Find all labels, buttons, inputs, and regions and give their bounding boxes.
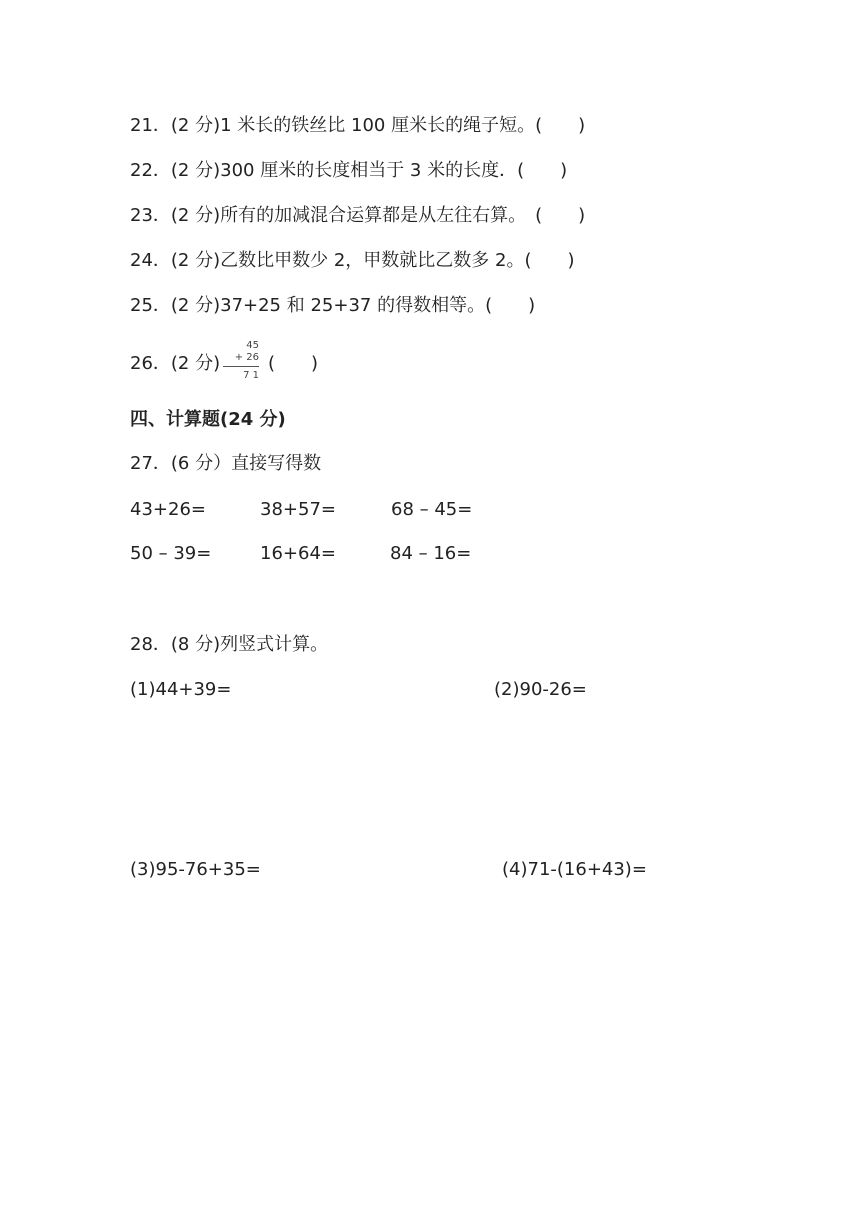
question-26-bracket: ( )	[268, 353, 319, 374]
calc-2-3: 84 – 16=	[390, 543, 472, 564]
question-22: 22．(2 分)300 厘米的长度相当于 3 米的长度．( )	[130, 160, 568, 181]
calc-2-2: 16+64=	[260, 543, 336, 564]
vertical-top-number: 45	[246, 340, 259, 351]
vertical-calc-2: (2)90-26=	[494, 679, 587, 700]
question-24: 24．(2 分)乙数比甲数少 2，甲数就比乙数多 2。( )	[130, 250, 575, 271]
vertical-addition	[223, 340, 259, 382]
calc-1-3: 68 – 45=	[391, 499, 473, 520]
vertical-rule	[223, 366, 259, 367]
calc-1-2: 38+57=	[260, 499, 336, 520]
question-28-title: 28．(8 分)列竖式计算。	[130, 634, 329, 655]
calc-2-1: 50 – 39=	[130, 543, 212, 564]
question-25: 25．(2 分)37+25 和 25+37 的得数相等。( )	[130, 295, 536, 316]
calc-1-1: 43+26=	[130, 499, 206, 520]
question-23: 23．(2 分)所有的加减混合运算都是从左往右算。 ( )	[130, 205, 586, 226]
vertical-calc-4: (4)71-(16+43)=	[502, 859, 647, 880]
question-26-prefix: 26．(2 分)	[130, 353, 221, 374]
question-21: 21．(2 分)1 米长的铁丝比 100 厘米长的绳子短。( )	[130, 115, 586, 136]
vertical-calc-3: (3)95-76+35=	[130, 859, 261, 880]
vertical-calc-1: (1)44+39=	[130, 679, 232, 700]
section-heading: 四、计算题(24 分)	[130, 409, 286, 430]
vertical-operand: + 26	[234, 352, 259, 363]
question-27-title: 27．(6 分）直接写得数	[130, 453, 322, 474]
vertical-result: 7 1	[243, 370, 259, 381]
